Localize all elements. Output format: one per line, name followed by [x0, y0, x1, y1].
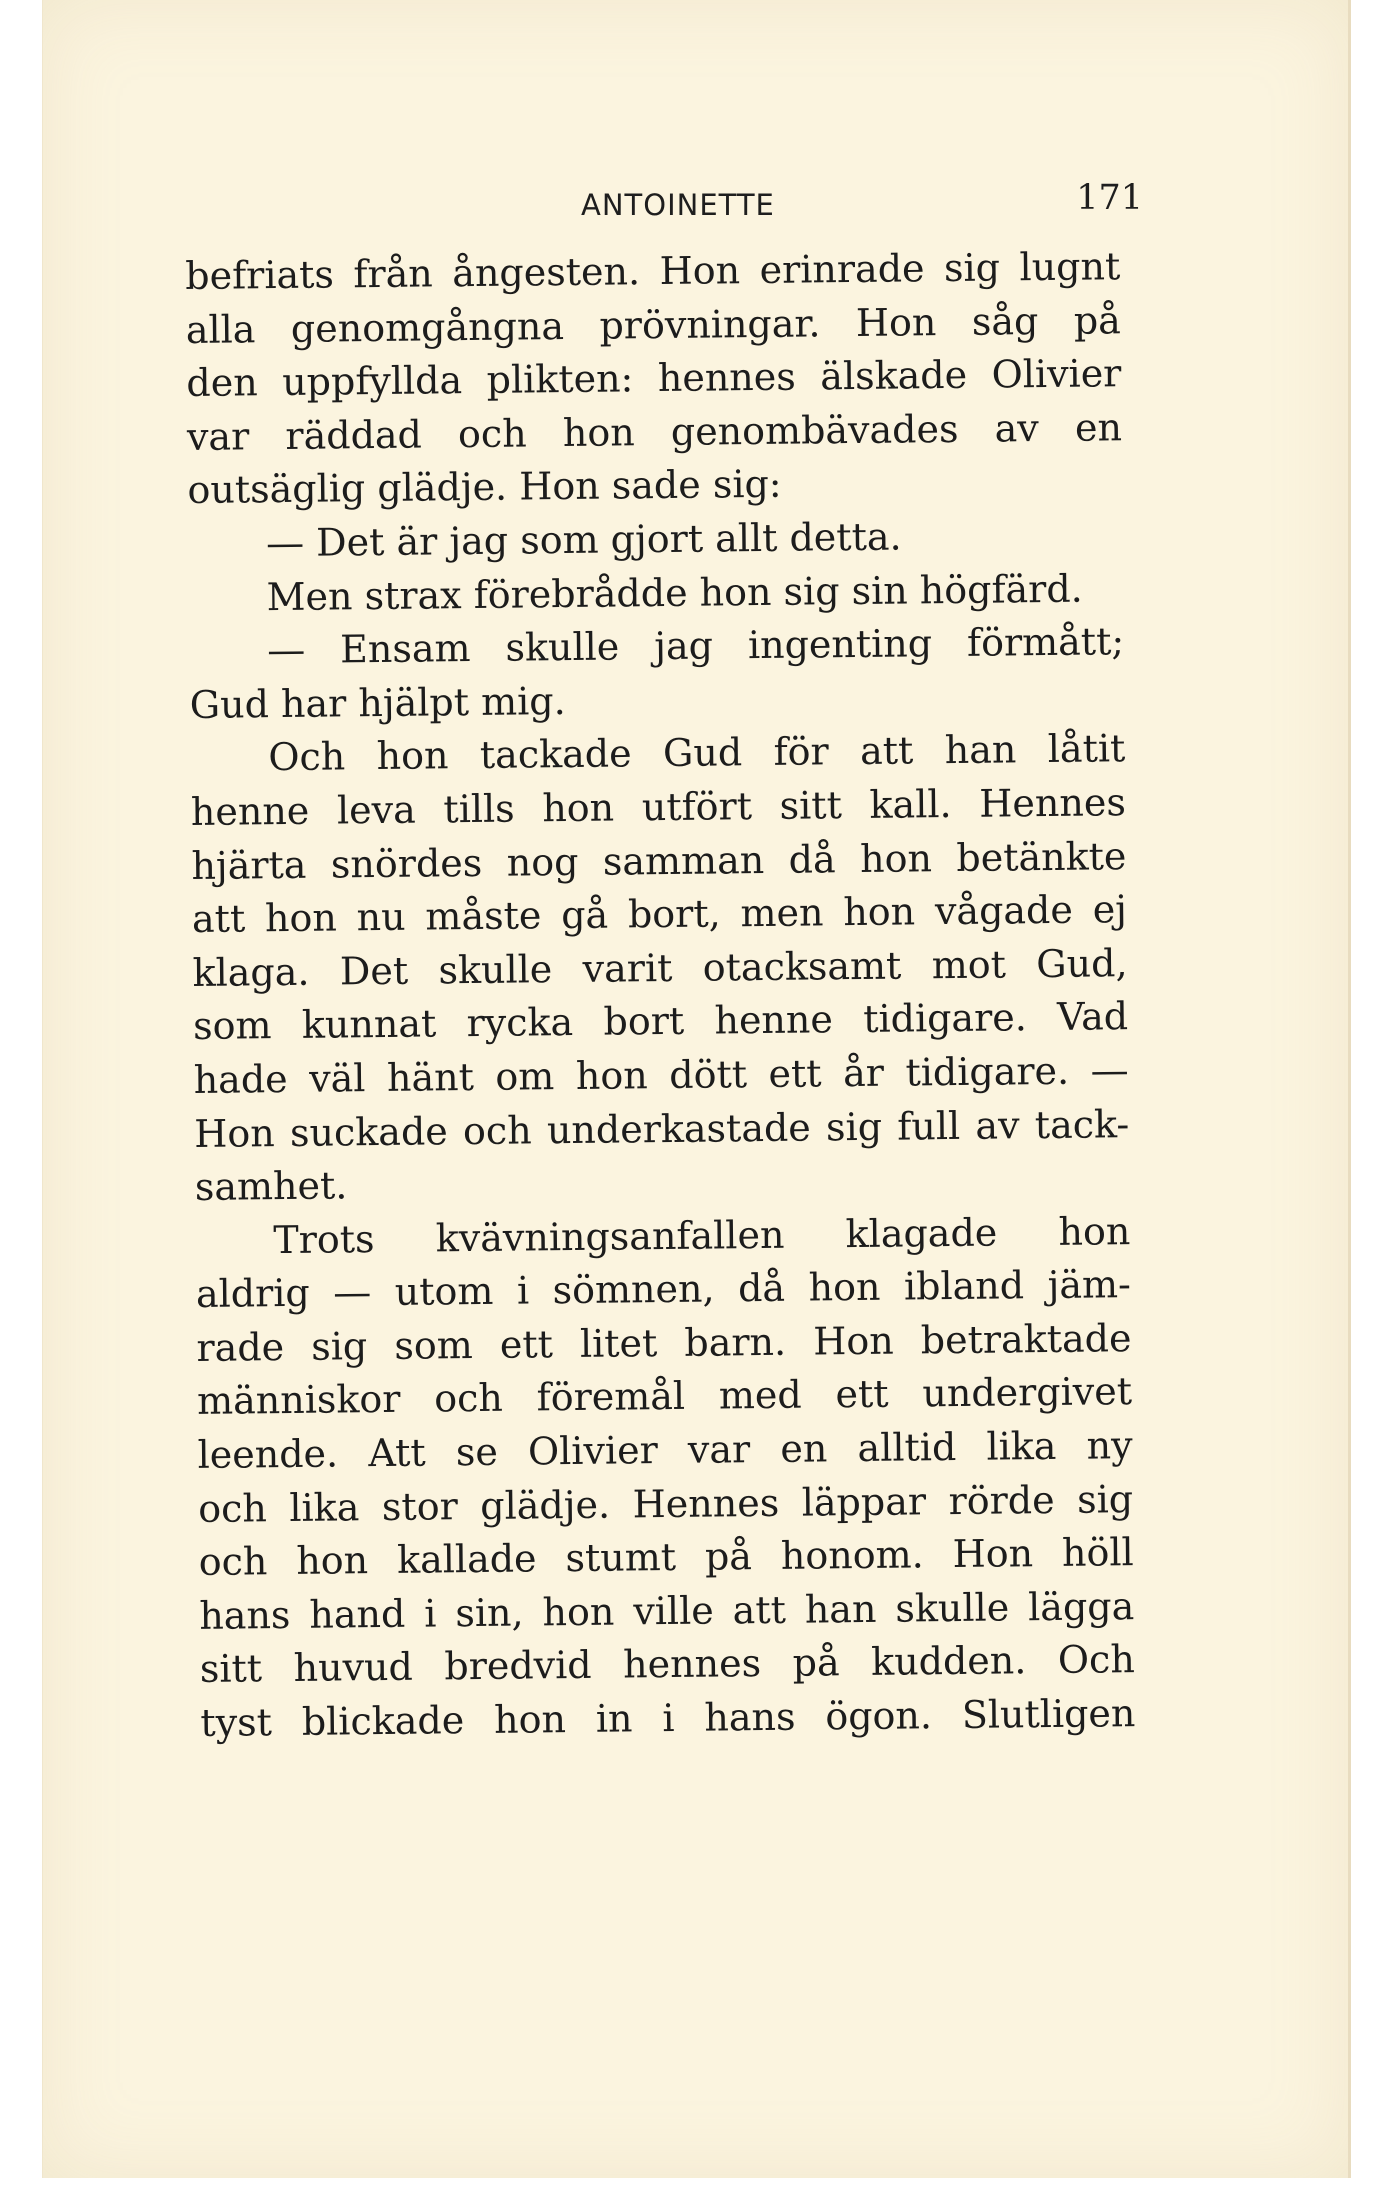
text-line: Och hon tackade Gud för att han låtit [268, 726, 1126, 780]
text-line: var räddad och hon genombävades av en [186, 404, 1123, 459]
text-line: hjärta snördes nog samman då hon betänkte [191, 833, 1127, 888]
text-line: Trots kvävningsanfallen klagade hon [273, 1208, 1131, 1262]
running-title: ANTOINETTE [581, 188, 775, 222]
text-line: människor och föremål med ett undergivet [196, 1369, 1133, 1424]
text-line: den uppfyllda plikten: hennes älskade Olivier [186, 351, 1122, 406]
text-line: rade sig som ett litet barn. Hon betraktade [196, 1316, 1132, 1370]
text-line: sitt huvud bredvid hennes på kudden. Och [199, 1637, 1136, 1692]
page-header [228, 178, 1163, 228]
text-line: och lika stor glädje. Hennes läppar rörde sig [197, 1476, 1134, 1531]
text-line: aldrig — utom i sömnen, då hon ibland jäm- [195, 1262, 1132, 1317]
text-line: hans hand i sin, hon ville att han skulle lägga [199, 1583, 1135, 1638]
text-line: outsäglig glädje. Hon sade sig: [187, 462, 782, 513]
text-line: alla genomgångna prövningar. Hon såg på [185, 297, 1122, 352]
text-line: som kunnat rycka bort henne tidigare. Vad [192, 994, 1129, 1049]
text-line: och hon kallade stumt på honom. Hon höll [198, 1530, 1134, 1585]
text-line: att hon nu måste gå bort, men hon vågade ej [191, 887, 1128, 942]
body-text [185, 240, 1136, 1750]
page-number: 171 [1076, 178, 1143, 218]
text-line: leende. Att se Olivier var en alltid lika ny [197, 1423, 1133, 1477]
text-line: hade väl hänt om hon dött ett år tidigare. — [193, 1048, 1129, 1102]
text-line: samhet. [194, 1163, 348, 1210]
text-line: Hon suckade och underkastade sig full av tack- [194, 1101, 1130, 1156]
text-line: klaga. Det skulle varit otacksamt mot Gud, [192, 940, 1128, 995]
text-line: henne leva tills hon utfört sitt kall. Hennes [190, 780, 1127, 834]
text-line: Gud har hjälpt mig. [189, 678, 566, 727]
text-line: tyst blickade hon in i hans ögon. Slutligen [200, 1691, 1136, 1745]
text-line: Men strax förebrådde hon sig sin högfärd. [266, 566, 1083, 619]
text-line: — Ensam skulle jag ingenting förmått; [266, 619, 1125, 673]
text-line: — Det är jag som gjort allt detta. [265, 514, 902, 566]
text-line: befriats från ångesten. Hon erinrade sig lugnt [185, 244, 1121, 298]
